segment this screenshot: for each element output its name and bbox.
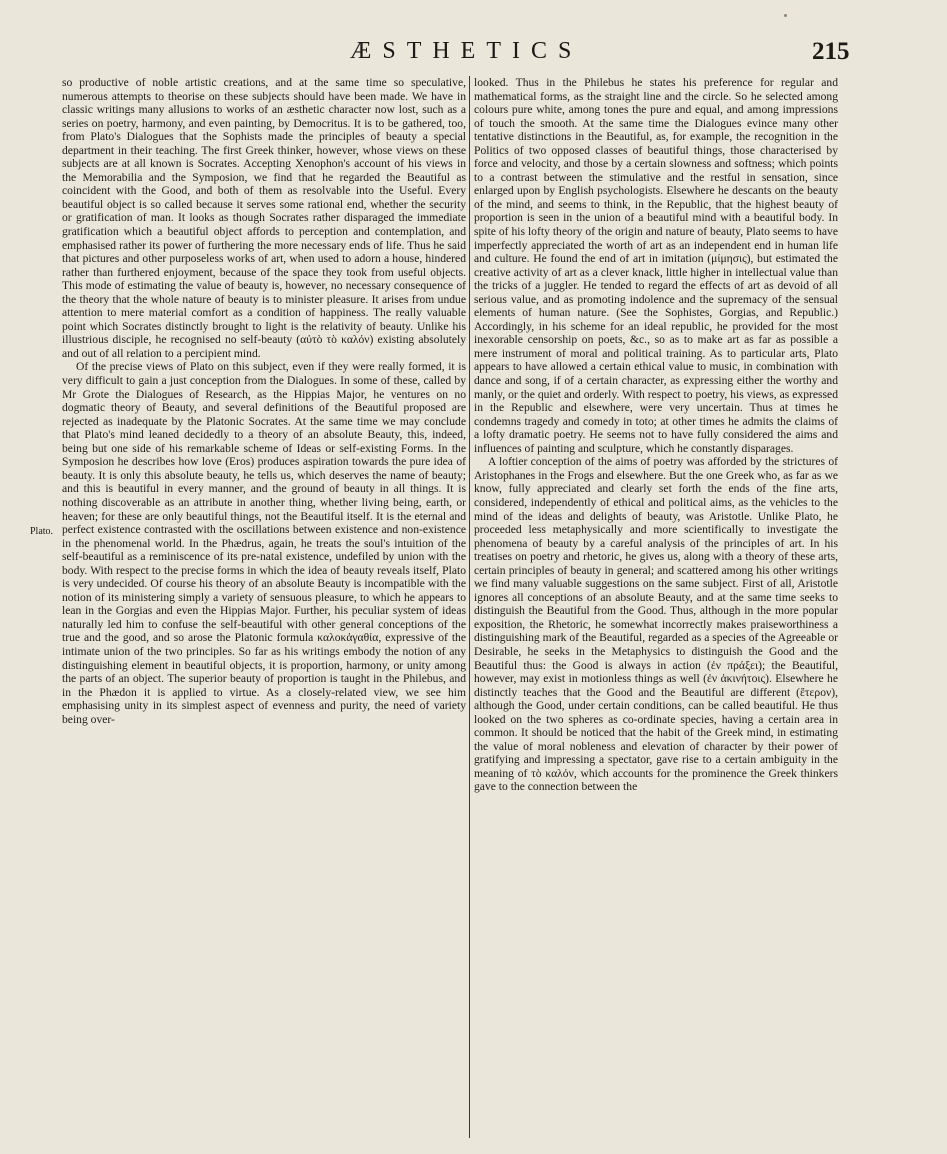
paragraph: so productive of noble artistic creations, and at the same time so speculative, numerous attempts to theorise on these subjects should have been made. We have in classic writings many allusions to works of an æsthetic character now lost, such as a series on poetry, harmony, and even painting, by Democritus. It is to be gathered, too, from Plato's Dialogues that the Sophists made the principles of beauty a special department in their teaching. The first Greek thinker, however, whose views on these subjects are at all known is Socrates. Accepting Xenophon's account of his views in the Memorabilia and the Symposion, we find that he regarded the Beautiful as coincident with the Good, and both of them as resolvable into the Useful. Every beautiful object is so called because it serves some rational end, whether the security or gratification of man. It looks as though Socrates rather disparaged the immediate gratification which a beautiful object affords to perception and contemplation, and emphasised rather its power of furthering the more necessary ends of life. Thus he said that pictures and other purposeless works of art, when used to adorn a house, hindered rather than furthered enjoyment, because of the space they took from useful objects. This mode of estimating the value of beauty is, however, no necessary consequence of the theory that the whole nature of beauty is to minister pleasure. It arises from undue attention to mere material comfort as a condition of happiness. The really valuable point which Socrates distinctly brought to light is the relativity of beauty. Unlike his illustrious disciple, he recognised no self-beauty (αὐτὸ τὸ καλόν) existing absolutely and out of all relation to a percipient mind. (62, 76, 466, 360)
page-number: 215 (812, 38, 850, 65)
left-column (62, 76, 466, 1138)
paragraph: A loftier conception of the aims of poetry was afforded by the strictures of Aristophanes in the Frogs and elsewhere. But the one Greek who, as far as we know, fully appreciated and clearly set forth the ends of the fine arts, considered, independently of ethical and political aims, as the vehicles to the mind of the ideas and delights of beauty, was Aristotle. Unlike Plato, he proceeded less metaphysically and more scientifically to investigate the phenomena of beauty by a careful analysis of the principles of art. In his treatises on poetry and rhetoric, he gives us, along with a theory of these arts, certain principles of beauty in general; and scattered among his other writings we find many valuable suggestions on the same subject. First of all, Aristotle ignores all conceptions of an absolute Beauty, and at the same time seeks to distinguish the Beautiful from the Good. Thus, although in the more popular exposition, the Rhetoric, he somewhat incorrectly makes praiseworthiness a distinguishing mark of the Beautiful, regarded as a species of the Agreeable or Desirable, he seeks in the Metaphysics to distinguish the Good and the Beautiful thus: the Good is always in action (ἐν πράξει); the Beautiful, however, may exist in motionless things as well (ἐν ἀκινήτοις). Elsewhere he distinctly teaches that the Good and the Beautiful are different (ἕτερον), although the Good, under certain conditions, can be called beautiful. He thus looked on the two spheres as co-ordinate species, having a certain area in common. It should be noticed that the habit of the Greek mind, in estimating the value of moral nobleness and elevation of character by their power of gratifying and impressing a spectator, gave rise to a certain ambiguity in the meaning of τὸ καλόν, which accounts for the prominence the Greek thinkers gave to the connection between the (474, 455, 838, 794)
right-column (474, 76, 838, 1138)
running-head (0, 38, 947, 68)
paragraph: looked. Thus in the Philebus he states his preference for regular and mathematical forms, as the straight line and the circle. So he selected among colours pure white, among tones the pure and equal, and among impressions of touch the smooth. At the same time the Dialogues evince many other tentative distinctions in the Beautiful, as, for example, the recognition in the Politics of two opposed classes of beautiful things, those characterised by force and velocity, and those by a certain slowness and softness; which points to a contrast between the stimulative and the restful in sensation, since enlarged upon by English psychologists. Elsewhere he descants on the beauty of the mind, and seems to think, in the Republic, that the highest beauty of proportion is seen in the union of a beautiful mind with a beautiful body. In spite of his lofty theory of the origin and nature of beauty, Plato seems to have imperfectly appreciated the worth of art as an independent end in human life and culture. He found the end of art in imitation (μίμησις), but estimated the creative activity of art as a clever knack, little higher in intellectual value than the tricks of a juggler. He tended to regard the effects of art as devoid of all serious value, and as promoting indolence and the supremacy of the sensual elements of human nature. (See the Sophistes, Gorgias, and Republic.) Accordingly, in his scheme for an ideal republic, he provided for the most inexorable censorship on poets, &c., so as to make art as far as possible a mere instrument of moral and political training. As to particular arts, Plato appears to have allowed a certain ethical value to music, in combination with dance and song, if of a certain character, as expressing either the worthy and manly, or the quiet and orderly. With respect to poetry, his views, as expressed in the Republic and elsewhere, were very uncertain. Thus at times he condemns tragedy and comedy in toto; at other times he admits the claims of a lofty dramatic poetry. He seems not to have fully considered the aims and influences of painting and sculpture, which he constantly disparages. (474, 76, 838, 455)
running-title: ÆSTHETICS (350, 38, 583, 64)
scan-speck (784, 14, 787, 17)
margin-note: Plato. (30, 526, 54, 537)
paragraph: Of the precise views of Plato on this subject, even if they were really formed, it is very difficult to gain a just conception from the Dialogues. In some of these, called by Mr Grote the Dialogues of Research, as the Hippias Major, he ventures on no dogmatic theory of Beauty, and several definitions of the Beautiful proposed are rejected as inadequate by the Platonic Socrates. At the same time we may conclude that Plato's mind leaned decidedly to a theory of an absolute Beauty, this, indeed, being but one side of his remarkable scheme of Ideas or self-existing Forms. In the Symposion he describes how love (Eros) produces aspiration towards the pure idea of beauty. It is only this absolute beauty, he tells us, which deserves the name of beauty; and this is beautiful in every manner, and the ground of beauty in all things. It is nothing discoverable as an attribute in another thing, whether living being, earth, or heaven; for these are only beautiful things, not the Beautiful itself. It is the eternal and perfect existence contrasted with the oscillations between existence and non-existence in the phenomenal world. In the Phædrus, again, he treats the soul's intuition of the self-beautiful as a reminiscence of its pre-natal existence, undefiled by union with the body. With respect to the precise forms in which the idea of beauty reveals itself, Plato is very undecided. Of course his theory of an absolute Beauty is incompatible with the notion of its ministering simply a variety of sensuous pleasure, to which he appears to lean in the Gorgias and even the Hippias Major. Further, his peculiar system of ideas naturally led him to confuse the self-beautiful with other general conceptions of the true and the good, and so arose the Platonic formula καλοκἀγαθία, expressive of the intimate union of the two principles. So far as his writings embody the notion of any distinguishing element in beautiful objects, it is proportion, harmony, or unity among the parts of an object. The superior beauty of proportion is taught in the Philebus, and in the Phædon it is applied to virtue. As a closely-related view, we see him emphasising unity in its simplest aspect of evenness and purity, the need of variety being over- (62, 360, 466, 726)
column-rule (469, 76, 470, 1138)
